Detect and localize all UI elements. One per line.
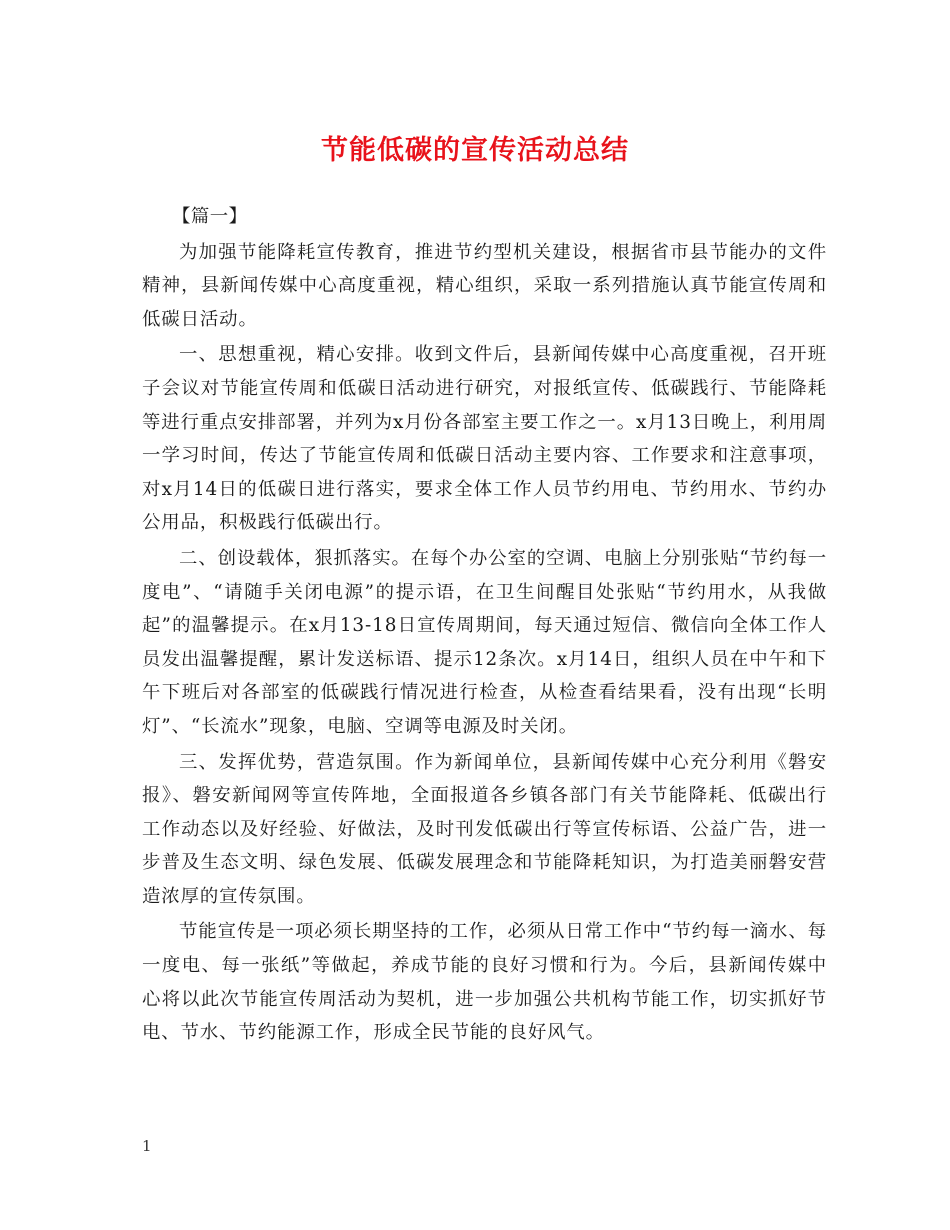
paragraph-point-two: 二、创设载体，狠抓落实。在每个办公室的空调、电脑上分别张贴“节约每一度电”、“请随手关闭电源”的提示语，在卫生间醒目处张贴“节约用水，从我做起”的温馨提示。在x月13-18日宣传周期间，每天通过短信、微信向全体工作人员发出温馨提醒，累计发送标语、提示12条次。x月14日，组织人员在中午和下午下班后对各部室的低碳践行情况进行检查，从检查看结果看，没有出现“长明灯”、“长流水”现象，电脑、空调等电源及时关闭。 <box>142 547 827 737</box>
document-title: 节能低碳的宣传活动总结 <box>321 135 629 166</box>
page-number: 1 <box>142 1137 152 1155</box>
paragraph-conclusion: 节能宣传是一项必须长期坚持的工作，必须从日常工作中“节约每一滴水、每一度电、每一张纸”等做起，养成节能的良好习惯和行为。今后，县新闻传媒中心将以此次节能宣传周活动为契机，进一步加强公共机构节能工作，切实抓好节电、节水、节约能源工作，形成全民节能的良好风气。 <box>142 921 827 1044</box>
paragraph-point-three: 三、发挥优势，营造氛围。作为新闻单位，县新闻传媒中心充分利用《磐安报》、磐安新闻网等宣传阵地，全面报道各乡镇各部门有关节能降耗、低碳出行工作动态以及好经验、好做法，及时刊发低碳出行等宣传标语、公益广告，进一步普及生态文明、绿色发展、低碳发展理念和节能降耗知识，为打造美丽磐安营造浓厚的宣传氛围。 <box>142 751 827 907</box>
paragraph-intro: 为加强节能降耗宣传教育，推进节约型机关建设，根据省市县节能办的文件精神，县新闻传媒中心高度重视，精心组织，采取一系列措施认真节能宣传周和低碳日活动。 <box>142 241 827 330</box>
document-body <box>142 200 827 1050</box>
section-heading: 【篇一】 <box>172 206 248 227</box>
paragraph-point-one: 一、思想重视，精心安排。收到文件后，县新闻传媒中心高度重视，召开班子会议对节能宣传周和低碳日活动进行研究，对报纸宣传、低碳践行、节能降耗等进行重点安排部署，并列为x月份各部室主要工作之一。x月13日晚上，利用周一学习时间，传达了节能宣传周和低碳日活动主要内容、工作要求和注意事项，对x月14日的低碳日进行落实，要求全体工作人员节约用电、节约用水、节约办公用品，积极践行低碳出行。 <box>142 344 827 534</box>
